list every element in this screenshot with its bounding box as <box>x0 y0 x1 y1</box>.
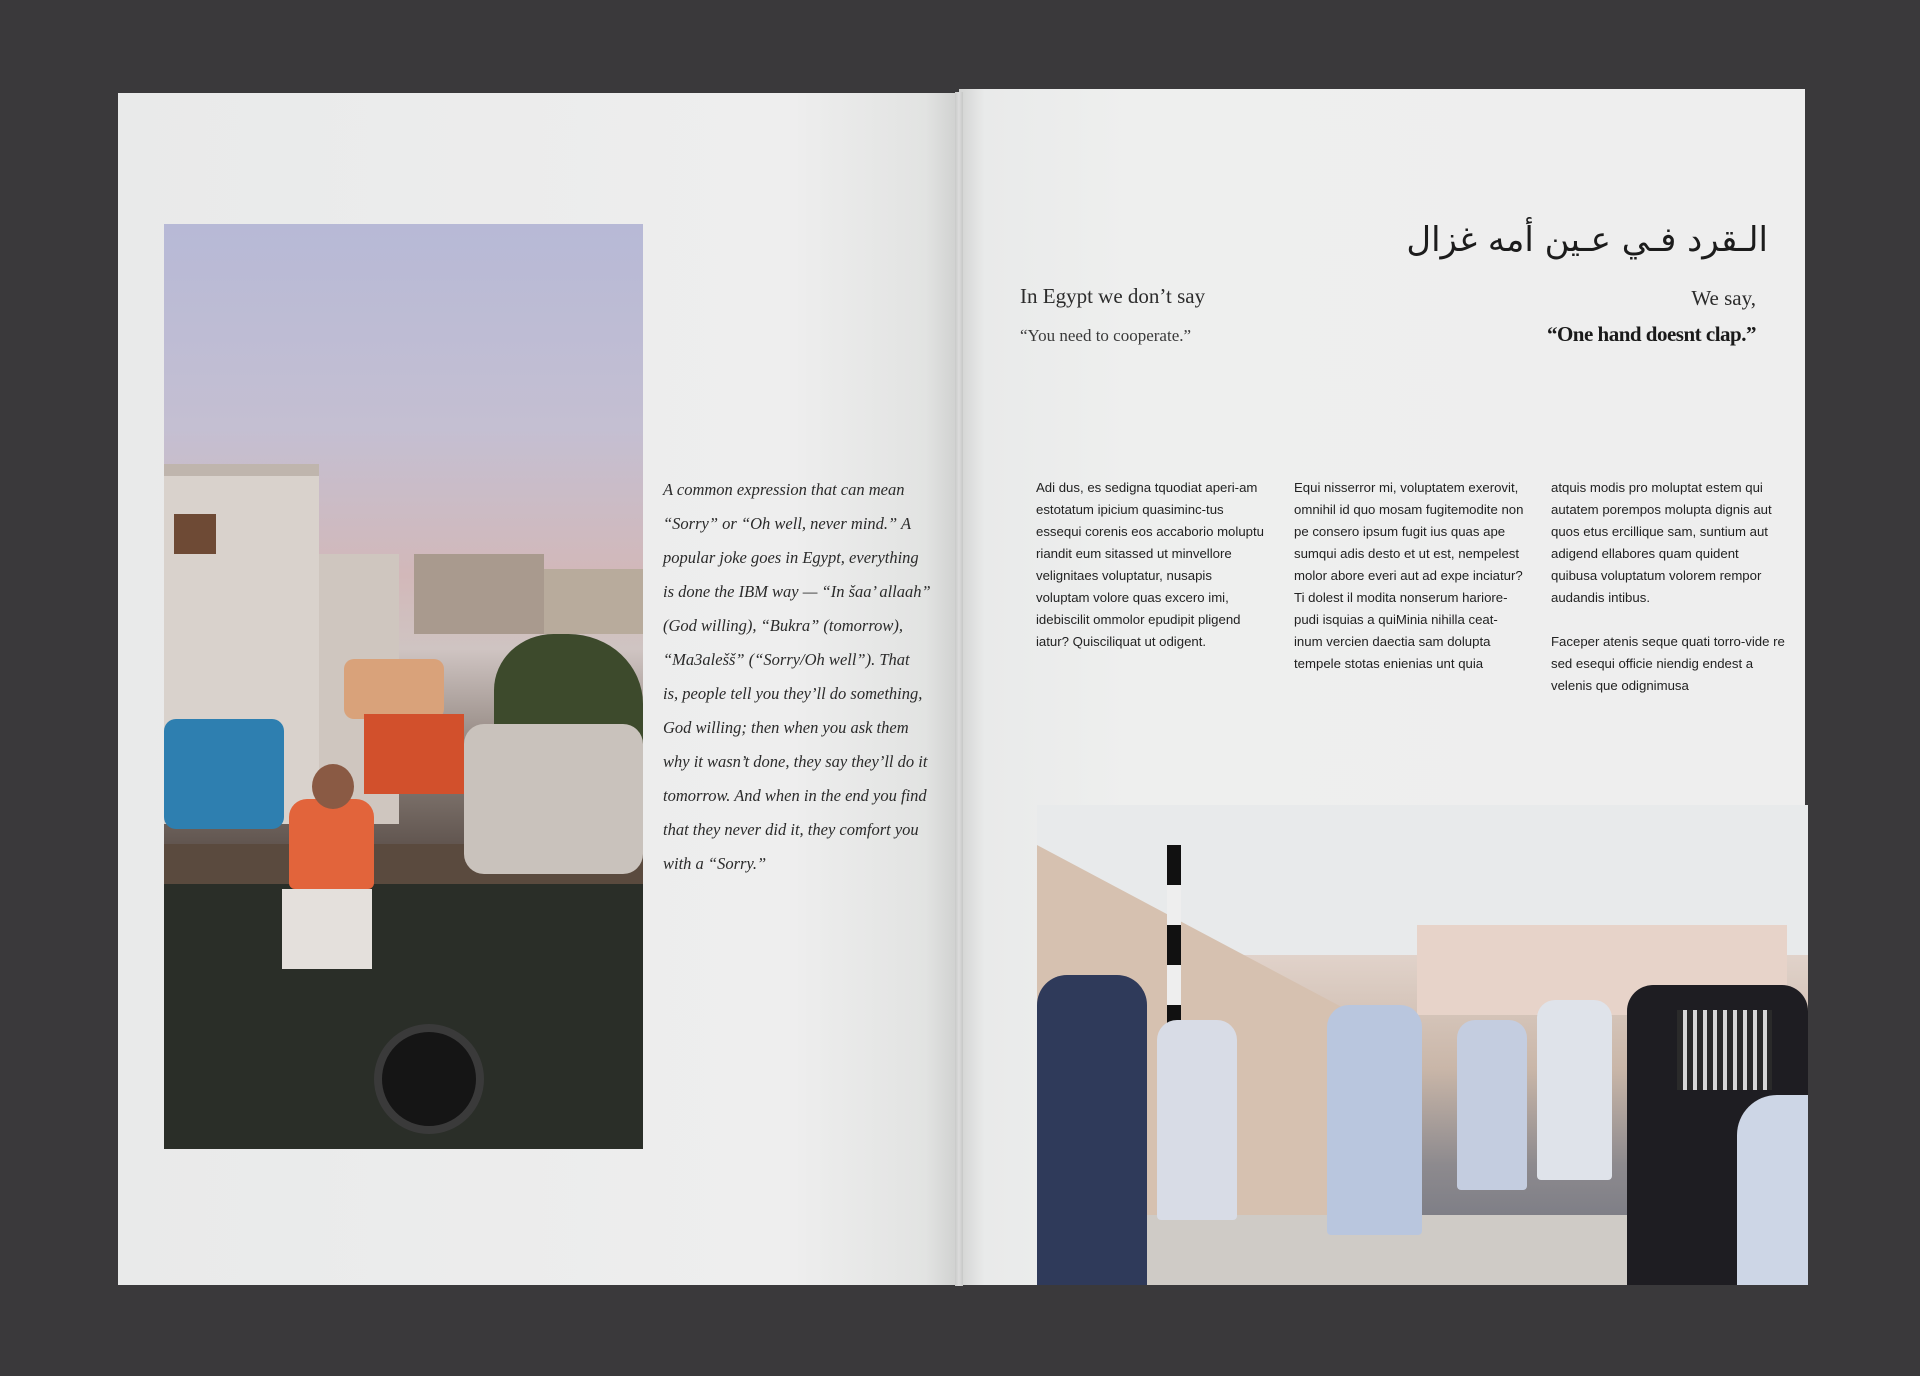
cooperate-quote: “You need to cooperate.” <box>1020 326 1192 345</box>
quote-line: is done the IBM way — “In šaa’ allaah” <box>663 582 931 601</box>
man-face <box>312 764 354 809</box>
quote-line: with a “Sorry.” <box>663 854 767 873</box>
distant-building-2 <box>544 569 643 634</box>
body-column-1 <box>1036 477 1266 675</box>
truck-group-photo <box>164 224 643 1149</box>
quote-line: (God willing), “Bukra” (tomorrow), <box>663 616 904 635</box>
boy-striped-shirt <box>1457 1020 1527 1190</box>
building-window <box>174 514 216 554</box>
body-column-3 <box>1551 477 1785 719</box>
quote-line: “Sorry” or “Oh well, never mind.” A <box>663 514 912 533</box>
book-gutter <box>955 92 963 1286</box>
paragraph: atquis modis pro moluptat estem qui autatem porempos molupta dignis aut quos etus ercillique sam, suntium aut adigend ellabores quam quident quibusa voluptatum volorem rempor audandis intibus. <box>1551 480 1772 605</box>
expression-quote <box>663 473 943 881</box>
quote-line: that they never did it, they comfort you <box>663 820 919 839</box>
accordion <box>1677 1010 1772 1090</box>
paragraph: Faceper atenis seque quati torro-vide re sed esequi officie niendig endest a velenis que odignimusa <box>1551 634 1785 693</box>
blue-barrels <box>164 719 284 829</box>
egypt-dont-say-heading: In Egypt we don’t say <box>1020 284 1206 308</box>
woman-blue-outfit <box>1327 1005 1422 1235</box>
paragraph: Adi dus, es sedigna tquodiat aperi-am estotatum ipicium quasiminc-tus essequi corenis eos accaborio moluptu riandit eum sitassed ut minvellore velignitaes voluptatur, nusapis voluptam volore quas excero imi, idebiscilit ommolor epudipit pligend iatur? Quisciliquat ut odigent. <box>1036 480 1264 649</box>
quote-line: why it wasn’t done, they say they’ll do it <box>663 752 928 771</box>
man-striped-shirt <box>344 659 444 719</box>
quote-line: “Ma3alešš” (“Sorry/Oh well”). That <box>663 650 910 669</box>
one-hand-quote: “One hand doesnt clap.” <box>1546 322 1756 346</box>
we-say-heading: We say, <box>1691 286 1756 310</box>
woman-left <box>1037 975 1147 1285</box>
distant-building <box>414 554 544 634</box>
building-roofline <box>164 464 319 476</box>
quote-line: God willing; then when you ask them <box>663 718 909 737</box>
quote-line: tomorrow. And when in the end you find <box>663 786 927 805</box>
body-column-2 <box>1294 477 1524 697</box>
man-red-shorts <box>364 714 464 794</box>
quote-line: A common expression that can mean <box>663 480 905 499</box>
crowd-accordion-photo <box>1037 805 1808 1285</box>
man-white-tshirt <box>1537 1000 1612 1180</box>
paragraph: Equi nisserror mi, voluptatem exerovit, omnihil id quo mosam fugitemodite non pe consero ipsum fugit ius quas ape sumqui adis desto et ut est, nempelest molor abore everi aut ad expe inciatur? Ti dolest il modita nonserum hariore-pudi isquias a quiMinia nihilla ceat-inum vercien daectia sam dolupta tempele stotas enienias unt quia <box>1294 480 1524 671</box>
quote-line: popular joke goes in Egypt, everything <box>663 548 919 567</box>
man-shorts <box>282 889 372 969</box>
foreground-figure <box>1737 1095 1808 1285</box>
quote-line: is, people tell you they’ll do something, <box>663 684 923 703</box>
truck-wheel <box>374 1024 484 1134</box>
man-orange-shirt <box>289 799 374 889</box>
group-in-truck <box>464 724 643 874</box>
woman-dancing <box>1157 1020 1237 1220</box>
arabic-title: الـقرد فـي عـين أمه غزال <box>1406 220 1768 260</box>
